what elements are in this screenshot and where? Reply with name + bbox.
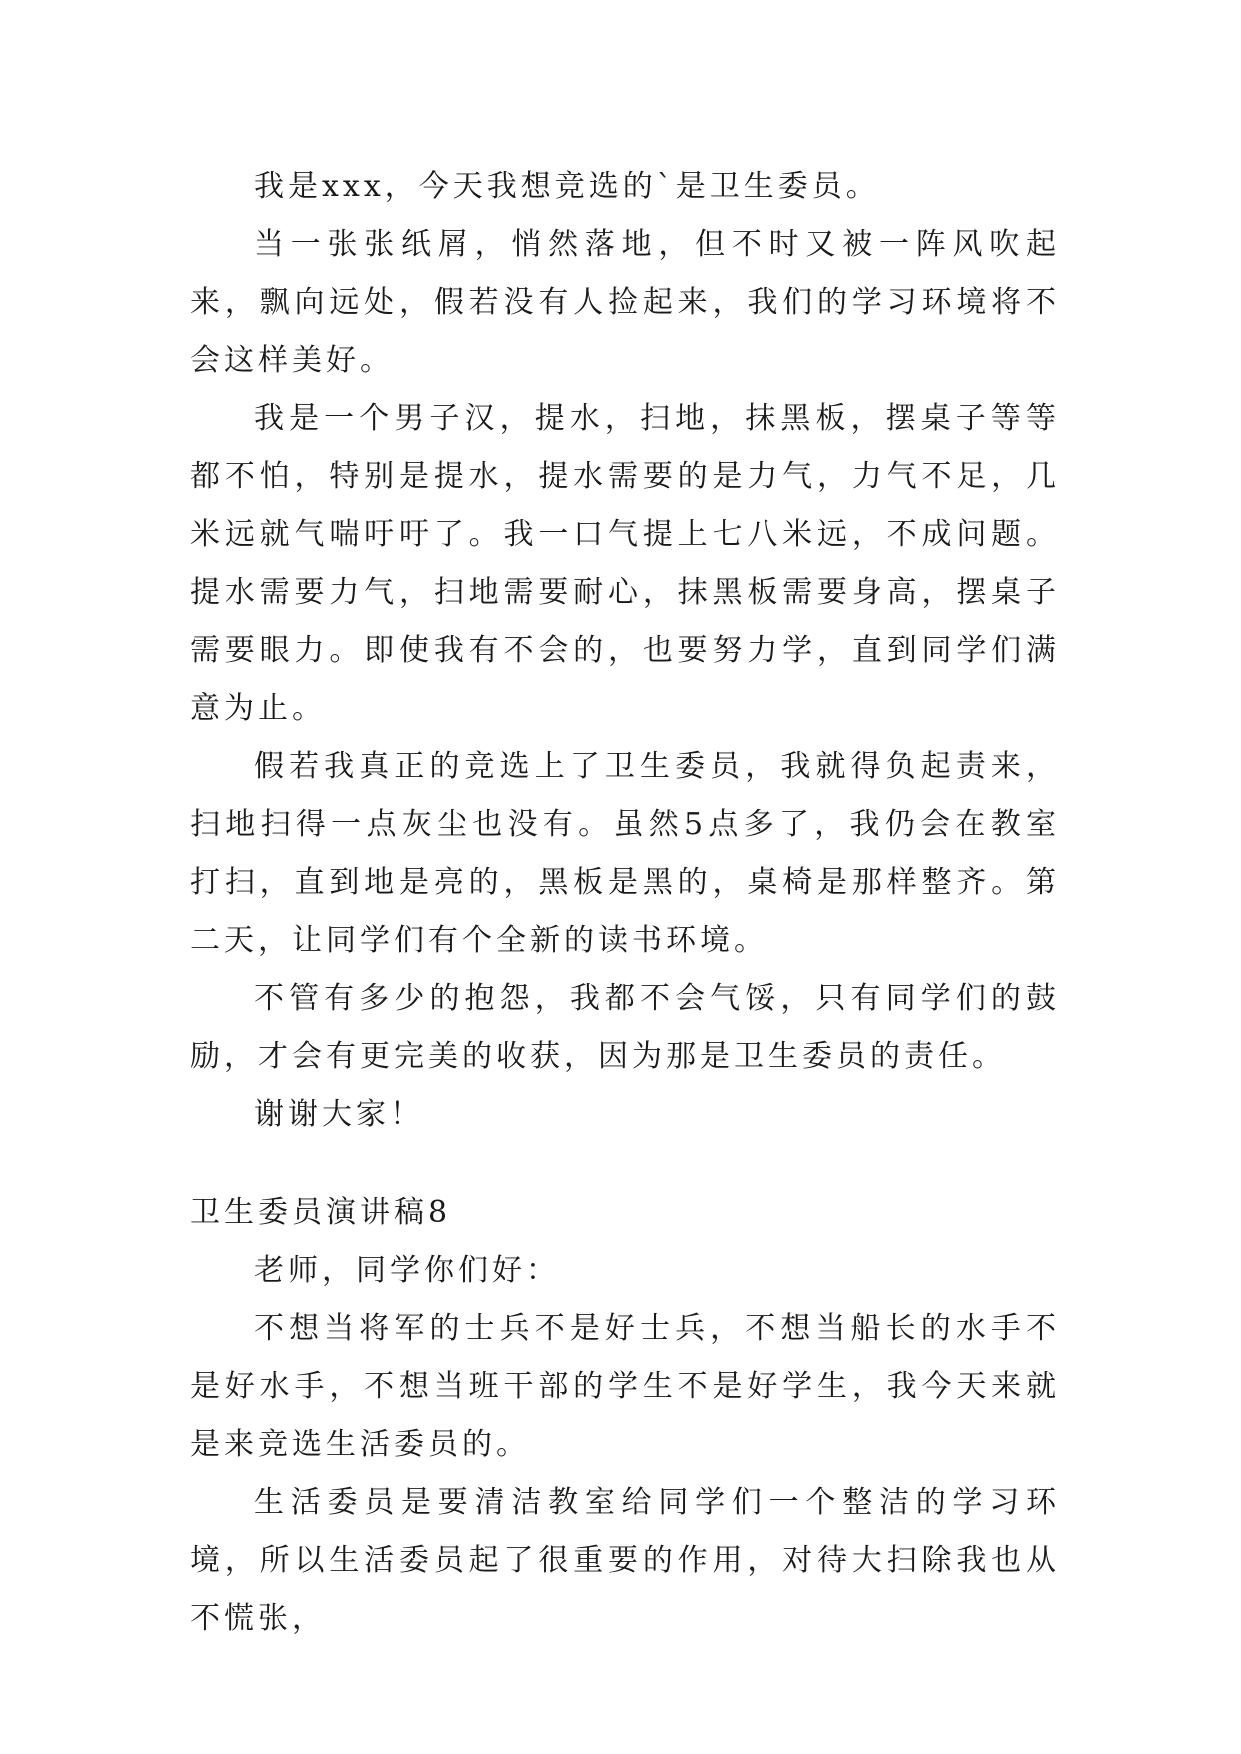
paragraph-intro: 我是xxx，今天我想竞选的`是卫生委员。: [254, 169, 880, 204]
document-body: [190, 158, 1060, 1648]
paragraph-strong-man: 我是一个男子汉，提水，扫地，抹黑板，摆桌子等等都不怕，特别是提水，提水需要的是力气，力气不足，几米远就气喘吁吁了。我一口气提上七八米远，不成问题。提水需要力气，扫地需要耐心，抹黑板需要身高，摆桌子需要眼力。即使我有不会的，也要努力学，直到同学们满意为止。: [190, 401, 1060, 726]
paragraph-paper-scraps: 当一张张纸屑，悄然落地，但不时又被一阵风吹起来，飘向远处，假若没有人捡起来，我们的学习环境将不会这样美好。: [190, 227, 1060, 378]
paragraph-no-complaint: 不管有多少的抱怨，我都不会气馁，只有同学们的鼓励，才会有更完美的收获，因为那是卫生委员的责任。: [190, 981, 1060, 1074]
section-heading: 卫生委员演讲稿8: [190, 1195, 452, 1230]
paragraph-if-elected: 假若我真正的竞选上了卫生委员，我就得负起责来，扫地扫得一点灰尘也没有。虽然5点多了，我仍会在教室打扫，直到地是亮的，黑板是黑的，桌椅是那样整齐。第二天，让同学们有个全新的读书环境。: [190, 749, 1060, 958]
paragraph-thanks: 谢谢大家！: [254, 1097, 424, 1132]
paragraph-life-committee: 生活委员是要清洁教室给同学们一个整洁的学习环境，所以生活委员起了很重要的作用，对待大扫除我也从不慌张，: [190, 1485, 1060, 1636]
paragraph-soldier: 不想当将军的士兵不是好士兵，不想当船长的水手不是好水手，不想当班干部的学生不是好学生，我今天来就是来竞选生活委员的。: [190, 1311, 1060, 1462]
paragraph-greeting: 老师，同学你们好：: [254, 1253, 560, 1288]
